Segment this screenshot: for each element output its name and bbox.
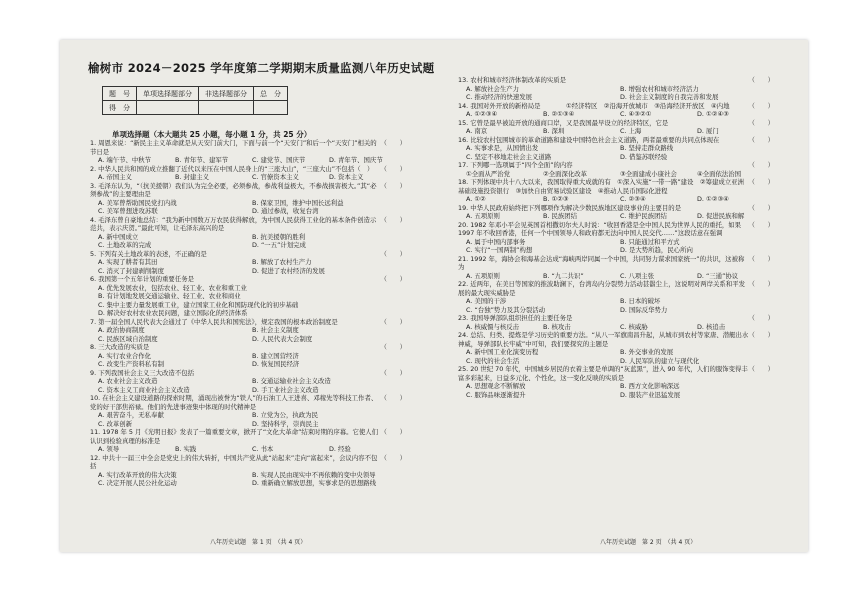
question-block	[458, 331, 774, 365]
answer-option: C. 消灭了封建剥削制度	[98, 266, 165, 275]
score-cell: 非选择题部分	[199, 87, 254, 101]
question-stem: 11. 1978 年 5 月《光明日报》发表了一篇重要文章，掀开了“文化大革命”结束时期的序幕。它使人们认识到检验真理的标准是	[90, 428, 379, 445]
answer-bracket: （ ）	[748, 76, 774, 84]
answer-option: D. 服装产业迅猛发展	[620, 390, 681, 399]
answer-option: A. 核威慑与核反击	[466, 322, 520, 331]
answer-option: A. 解放社会生产力	[466, 84, 520, 93]
question-stem: 8. 三大改造的实质是	[90, 343, 150, 351]
answer-option: D. 是大势所趋，民心所向	[620, 246, 693, 254]
answer-option: A. 艰苦奋斗，无私奉献	[98, 411, 164, 419]
question-stem: 7. 第一届全国人民代表大会通过了《中华人民共和国宪法》，规定我国的根本政治制度是	[90, 317, 338, 326]
answer-bracket: （ ）	[380, 428, 406, 436]
question-stem: 6. 我国第一个五年计划的重要任务是	[90, 275, 194, 283]
answer-option: C. 民族区域自治制度	[98, 334, 158, 343]
exam-title: 榆树市 2024－2025 学年度第二学期期末质量监测八年历史试题	[88, 61, 435, 75]
options-row	[90, 411, 406, 428]
answer-option: A. 属于中国内部事务	[466, 237, 526, 246]
answer-option: C. ②③④	[620, 195, 646, 203]
answer-option: B. 社会主义制度	[252, 326, 299, 334]
answer-bracket: （ ）	[380, 139, 406, 147]
score-cell: 总 分	[254, 87, 288, 101]
answer-option: B. 抗美援朝的胜利	[252, 232, 306, 241]
answer-option: C. 八项主张	[620, 271, 655, 280]
question-stem: 1. 周恩来说：“新民主主义革命就是从天安门前大门，下面与前一个“天安门”和后一个“天安门”相关的节日是	[90, 139, 377, 156]
options-row	[458, 170, 774, 179]
answer-option: ②全面深化改革	[543, 169, 588, 178]
answer-option: D. 手工业社会主义改造	[252, 385, 319, 394]
page-footer-left: 八年历史试题 第 1 页 （共 4 页）	[210, 539, 307, 546]
left-column	[90, 139, 406, 488]
question-block	[90, 394, 406, 428]
right-column	[458, 76, 774, 399]
answer-bracket: （ ）	[748, 365, 774, 373]
answer-bracket: （ ）	[748, 135, 774, 144]
answer-option: B. 封建主义	[175, 173, 210, 181]
options-row	[458, 144, 774, 161]
answer-option: B. 增强农村和城市经济活力	[620, 84, 699, 93]
answer-option: C. 土地改革的完成	[98, 241, 152, 249]
question-stem: 13. 农村和城市经济体制改革的实质是	[458, 76, 567, 84]
answer-option: A. 美军曾帮助国民党打内战	[98, 198, 177, 207]
answer-bracket: （ ）	[380, 317, 406, 326]
answer-bracket: （ ）	[380, 249, 406, 258]
question-block	[90, 428, 406, 454]
options-row	[90, 258, 406, 275]
answer-option: ④全面依法治国	[697, 169, 742, 178]
answer-option: B. 西方文化影响深远	[620, 382, 680, 390]
answer-option: B. “九二共识”	[543, 271, 584, 280]
question-block	[458, 161, 774, 178]
answer-option: A. 新中国成立	[98, 232, 139, 241]
options-row	[458, 238, 774, 255]
answer-option: ①全面从严治党	[466, 169, 511, 178]
answer-option: B. 深圳	[543, 127, 565, 135]
options-row	[458, 110, 774, 119]
answer-bracket: （ ）	[748, 280, 774, 288]
answer-option: D. 解决好农村农业农民问题，建立国际化的经济体系	[98, 309, 248, 317]
answer-bracket: （ ）	[748, 314, 774, 322]
answer-option: C. 资本主义工商业社会主义改造	[98, 385, 190, 394]
question-block	[90, 250, 406, 276]
question-stem: 15. 它曾是最早被迫开放的通商口岸，又是我国最早设立的经济特区，它是	[458, 118, 669, 127]
question-stem: 20. 1982 年邓小平会见英国首相撒切尔夫人时说：“收回香港是全中国人民为世界人民的重托，如果 1997 年不收回香港，任何一个中国领导人和政府都无法向中国人民交代……”这段话意在强调	[458, 220, 742, 237]
question-block	[90, 139, 406, 165]
answer-option: D. 人民军队的建立与现代化	[620, 356, 700, 365]
answer-option: C. 坚定不移地走社会主义道路	[466, 152, 552, 161]
options-row	[458, 297, 774, 314]
answer-option: C. 现代的社会生活	[466, 356, 520, 365]
question-block	[90, 165, 406, 182]
options-row	[458, 195, 774, 204]
question-stem: 4. 毛泽东曾自豪地总结：“我为新中国数万万农民获得解放，为中国人民获得工业化的基本条件创造示范共，表示庆贺。”最此可知，让毛泽东高兴的是	[90, 215, 377, 232]
answer-option: D. 资本主义	[329, 173, 364, 181]
answer-option: B. ②①③④	[543, 110, 575, 118]
options-row	[458, 212, 774, 221]
question-block	[458, 119, 774, 136]
question-block	[458, 76, 774, 102]
answer-option: D. 通过参战，收复台湾	[252, 207, 319, 215]
answer-option: B. 外交事业的发展	[620, 348, 674, 356]
question-block	[458, 365, 774, 399]
question-stem: 22. 近两年，在美日等国家的推波助澜下，台湾岛内分裂势力活动甚嚣尘上，这说明对两岸关系和平发展的最大现实威胁是	[458, 280, 745, 297]
answer-option: D. 恢复国民经济	[252, 360, 300, 368]
answer-option: B. 民族团结	[543, 212, 578, 220]
question-stem: 25. 20 世纪 70 年代，中国城乡居民的衣着主要是单调的“灰蓝黑”，进入 90 年代，人们的服饰变得丰富多彩起来，日益多元化、个性化，这一变化反映的实质是	[458, 365, 748, 382]
answer-option: B. 交通运输业社会主义改造	[252, 377, 331, 385]
answer-option: B. 实现人民由现实中不再依赖的变中央领导	[252, 470, 376, 479]
answer-option: A. 美国的干涉	[466, 297, 507, 305]
options-row	[458, 85, 774, 102]
answer-option: B. 青年节、建军节	[175, 156, 229, 164]
answer-option: C. 书本	[252, 445, 274, 453]
question-stem: 23. 我国导弹部队组织担任的主要任务是	[458, 314, 573, 322]
answer-option: A. 实事求是，从国情出发	[466, 144, 539, 152]
answer-option: C. 服饰品味逐渐提升	[466, 390, 526, 399]
question-stem: 19. 中华人民政府始终把下列哪项作为解决少数民族地区建设事业的主要目的是	[458, 203, 682, 212]
answer-option: D. 人民代表大会制度	[252, 334, 313, 343]
question-stem: 5. 下列有关土地改革的表述，不正确的是	[90, 249, 207, 258]
answer-option: B. ①②③	[543, 195, 569, 203]
question-block	[458, 178, 774, 204]
answer-option: C. 推动经济的快速发展	[466, 93, 533, 101]
question-block	[458, 102, 774, 119]
answer-option: D. 借鉴苏联经验	[620, 152, 668, 161]
answer-option: D. 核追击	[697, 322, 726, 331]
question-block	[90, 275, 406, 318]
answer-bracket: （ ）	[380, 275, 406, 283]
question-block	[90, 454, 406, 488]
score-table-header-row	[103, 87, 288, 101]
answer-bracket: （ ）	[748, 331, 774, 339]
answer-bracket: （ ）	[380, 394, 406, 402]
answer-option: B. 保家卫国，维护中国长远利益	[252, 198, 344, 207]
options-row	[90, 156, 406, 165]
answer-option: ③全面建成小康社会	[620, 169, 677, 178]
score-cell-blank	[254, 101, 288, 115]
answer-option: C. “台独”势力及其分裂活动	[466, 305, 546, 314]
options-row	[458, 127, 774, 136]
page-footer-right: 八年历史试题 第 2 页 （共 4 页）	[600, 539, 697, 546]
answer-bracket: （ ）	[380, 181, 406, 190]
options-row	[458, 382, 774, 399]
answer-option: B. 坚持走群众路线	[620, 144, 674, 152]
score-cell: 题 号	[103, 87, 137, 101]
answer-option: A. 新中国工业化演变历程	[466, 348, 539, 356]
answer-bracket: （ ）	[380, 453, 406, 462]
score-cell-blank	[137, 101, 199, 115]
question-stem: 16. 比较农村包围城市的革命道路和建设中国特色社会主义道路，两者最重要的共同点体现在	[458, 135, 720, 144]
options-row	[458, 348, 774, 365]
question-stem: 14. 我国对外开放的新格局是 ①经济特区 ②沿海开放城市 ③沿海经济开放区 ④内地	[458, 101, 730, 110]
answer-option: C. 集中主要力量发展重工业，建立国家工业化和国防现代化的初步基础	[98, 300, 299, 309]
answer-option: A. 端午节、中秋节	[98, 156, 152, 164]
answer-bracket: （ ）	[380, 368, 406, 377]
options-row	[90, 233, 406, 250]
question-block	[458, 204, 774, 221]
question-stem: 2. 中华人民共和国的成立推翻了近代以来压在中国人民身上的“三座大山”，“三座大山”不包括（ ）	[90, 164, 374, 173]
answer-option: D. 社会主义制度的自我完善和发展	[620, 93, 719, 101]
answer-option: C. 改革创新	[98, 419, 133, 428]
answer-option: D. 国际反华势力	[620, 305, 668, 314]
answer-bracket: （ ）	[380, 215, 406, 224]
score-cell: 单项选择题部分	[137, 87, 199, 101]
answer-option: A. 领导	[98, 445, 120, 453]
answer-option: D. 促进了农村经济的发展	[252, 266, 325, 275]
answer-bracket: （ ）	[748, 161, 774, 169]
question-block	[90, 318, 406, 344]
question-stem: 3. 毛泽东认为，“（抗美援朝）我们认为完全必要，必须参战，参战利益极大，不参战损害极大。”其“必须参战”的主要理由是	[90, 181, 377, 198]
answer-bracket: （ ）	[748, 254, 774, 263]
question-block	[90, 182, 406, 216]
answer-option: C. 美军曾想进攻苏联	[98, 207, 158, 215]
answer-option: B. 立党为公，执政为民	[252, 411, 318, 419]
answer-option: D. 青年节、国庆节	[329, 156, 383, 164]
answer-option: D. “三通”协议	[697, 271, 739, 280]
answer-option: B. 建立国营经济	[252, 351, 299, 360]
question-block	[458, 280, 774, 314]
answer-option: D. 经验	[329, 445, 351, 453]
answer-option: A. 帝国主义	[98, 173, 132, 181]
answer-option: D. 坚持科学，崇尚民主	[252, 419, 319, 428]
question-block	[90, 369, 406, 395]
answer-option: A. 五项原则	[466, 212, 500, 220]
answer-option: B. 只能通过和平方式	[620, 237, 680, 246]
answer-option: A. 优先发展农业，包括农业、轻工业、农业和重工业	[98, 283, 247, 292]
answer-option: D. 重新确立解放思想，实事求是的思想路线	[252, 479, 377, 487]
question-stem: 18. 下列体现中共十八大以来，我国取得重大成就的有 ①深入实施“一带一路”建设 ②筹建成立亚洲基础设施投资银行 ③加快自由贸易试验区建设 ④推动人民币国际化进程	[458, 178, 744, 195]
answer-option: D. ①②③④	[697, 195, 729, 203]
answer-option: A. 五项原则	[466, 271, 500, 280]
options-row	[90, 284, 406, 318]
question-stem: 12. 中共十一届三中全会是党史上的伟大转折，中国共产党从此“站起来”走向“富起来”，会议内容不包括	[90, 453, 378, 470]
answer-option: D. “一五”计划完成	[252, 241, 306, 249]
question-block	[458, 314, 774, 331]
answer-option: C. 建党节、国庆节	[252, 156, 306, 164]
answer-option: B. 实践	[175, 445, 197, 453]
answer-option: C. 官僚资本主义	[252, 173, 299, 181]
exam-sheet	[60, 40, 808, 552]
answer-bracket: （ ）	[748, 101, 774, 110]
answer-option: D. 厦门	[697, 127, 719, 135]
answer-bracket: （ ）	[748, 203, 774, 212]
answer-option: C. 上海	[620, 127, 642, 135]
answer-option: A. 思想观念不断解放	[466, 382, 526, 390]
question-stem: 24. 总结、归类、提炼是学习历史的重要方法。“从八一军旗南昌升起，从城市到农村等家唐、潜艇出水神威，导弹部队长牢威”中可知，我们要探究的主题是	[458, 331, 749, 348]
answer-option: A. 政治协商制度	[98, 326, 145, 334]
answer-option: A. 南京	[466, 127, 488, 135]
answer-option: C. ④③②①	[620, 110, 652, 118]
options-row	[90, 326, 406, 343]
question-block	[458, 221, 774, 255]
score-cell-blank	[199, 101, 254, 115]
answer-bracket: （ ）	[380, 164, 406, 173]
options-row	[90, 445, 406, 454]
question-stem: 21. 1992 年，海协会和海基会达成“海峡两岸同属一个中国，共同努力谋求国家统一”的共识，这被称为	[458, 254, 745, 271]
question-stem: 10. 在社会主义建设道路的探索时期，涌现出被誉为“铁人”的石油工人王进喜、邓稼先等科技工作者、党的好干部焦裕禄。他们的先进事迹集中体现的时代精神是	[90, 394, 378, 411]
answer-bracket: （ ）	[748, 118, 774, 127]
answer-option: B. 解放了农村生产力	[252, 258, 312, 266]
answer-option: B. 核攻击	[543, 322, 571, 331]
answer-bracket: （ ）	[380, 343, 406, 351]
section-heading: 单项选择题（本大题共 25 小题，每小题 1 分，共 25 分）	[112, 130, 312, 139]
answer-option: C. 核威胁	[620, 322, 648, 331]
question-stem: 17. 下列哪一选项属于“四个全面”的内容	[458, 161, 573, 169]
answer-option: C. 改变生产资料私有制	[98, 360, 165, 368]
score-table-score-row	[103, 101, 288, 115]
options-row	[458, 323, 774, 332]
answer-option: A. 实现了耕者有其田	[98, 258, 158, 266]
options-row	[90, 173, 406, 182]
options-row	[458, 272, 774, 281]
score-cell: 得 分	[103, 101, 137, 115]
score-table	[102, 86, 288, 115]
options-row	[90, 377, 406, 394]
answer-option: C. 决定开展人民公社化运动	[98, 479, 177, 487]
answer-option: D. ①②④③	[697, 110, 729, 118]
answer-bracket: （ ）	[748, 220, 774, 229]
options-row	[90, 471, 406, 488]
question-stem: 9. 下列我国社会主义三大改造不包括	[90, 368, 194, 377]
answer-option: C. 实行“一国两制”构想	[466, 246, 533, 254]
answer-bracket: （ ）	[748, 178, 774, 186]
answer-option: B. 有计划地发展交通运输业、轻工业、农业和商业	[98, 292, 241, 300]
answer-option: D. 促进民族和解	[697, 212, 745, 220]
answer-option: B. 日本的破坏	[620, 297, 661, 305]
answer-option: A. 农业社会主义改造	[98, 377, 158, 385]
answer-option: A. 实行改革开放的伟大决策	[98, 470, 177, 479]
options-row	[90, 352, 406, 369]
answer-option: A. 实行农业合作化	[98, 351, 152, 360]
question-block	[90, 216, 406, 250]
question-block	[458, 136, 774, 162]
question-block	[458, 255, 774, 281]
answer-option: A. ①②	[466, 195, 486, 203]
options-row	[90, 199, 406, 216]
answer-option: A. ①②③④	[466, 110, 498, 118]
question-block	[90, 343, 406, 369]
answer-option: C. 维护民族团结	[620, 212, 667, 220]
